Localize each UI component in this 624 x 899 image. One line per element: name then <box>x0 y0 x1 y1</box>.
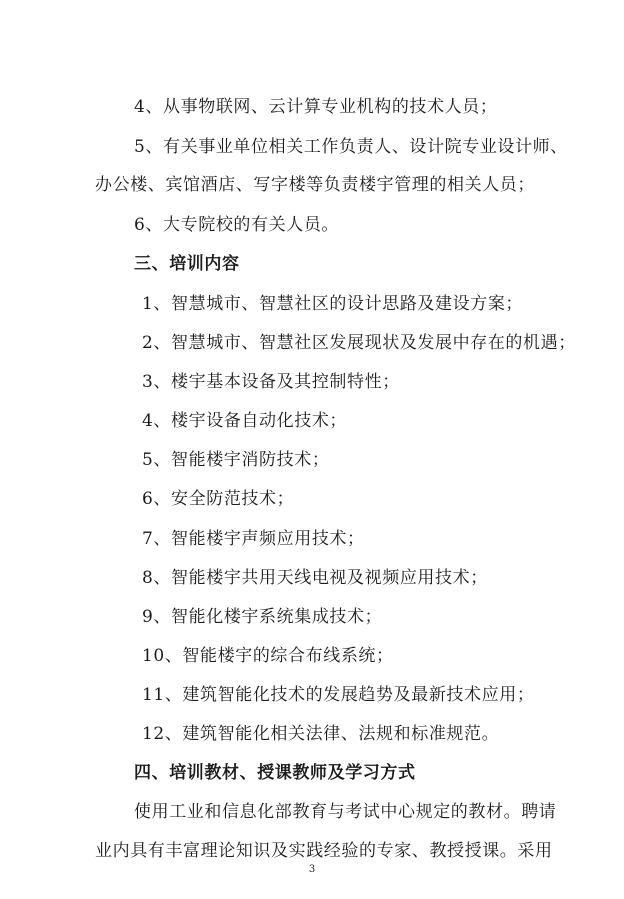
content-item-8: 8、智能楼宇共用天线电视及视频应用技术； <box>142 568 488 588</box>
content-item-6: 6、安全防范技术； <box>142 489 295 509</box>
paragraph-line-2: 业内具有丰富理论知识及实践经验的专家、教授授课。采用 <box>95 841 553 861</box>
content-item-11: 11、建筑智能化技术的发展趋势及最新技术应用； <box>142 685 535 705</box>
content-item-5: 5、智能楼宇消防技术； <box>142 450 330 470</box>
paragraph-line-1: 使用工业和信息化部教育与考试中心规定的教材。聘请 <box>134 802 557 822</box>
content-item-10: 10、智能楼宇的综合布线系统； <box>142 646 394 666</box>
content-item-3: 3、楼宇基本设备及其控制特性； <box>142 372 400 392</box>
list-item-5: 5、有关事业单位相关工作负责人、设计院专业设计师、 <box>134 137 568 157</box>
list-item-5-cont: 办公楼、宾馆酒店、写字楼等负责楼宇管理的相关人员； <box>95 175 535 195</box>
content-item-7: 7、智能楼宇声频应用技术； <box>142 529 365 549</box>
content-item-1: 1、智慧城市、智慧社区的设计思路及建设方案； <box>142 294 524 314</box>
content-item-2: 2、智慧城市、智慧社区发展现状及发展中存在的机遇； <box>142 333 576 353</box>
section-heading-3: 三、培训内容 <box>134 254 240 274</box>
content-item-9: 9、智能化楼宇系统集成技术； <box>142 607 383 627</box>
section-heading-4: 四、培训教材、授课教师及学习方式 <box>134 763 416 783</box>
content-item-12: 12、建筑智能化相关法律、法规和标准规范。 <box>142 724 500 744</box>
page-number: 3 <box>308 864 316 875</box>
content-item-4: 4、楼宇设备自动化技术； <box>142 411 348 431</box>
list-item-6: 6、大专院校的有关人员。 <box>134 215 340 235</box>
list-item-4: 4、从事物联网、云计算专业机构的技术人员； <box>134 97 498 117</box>
